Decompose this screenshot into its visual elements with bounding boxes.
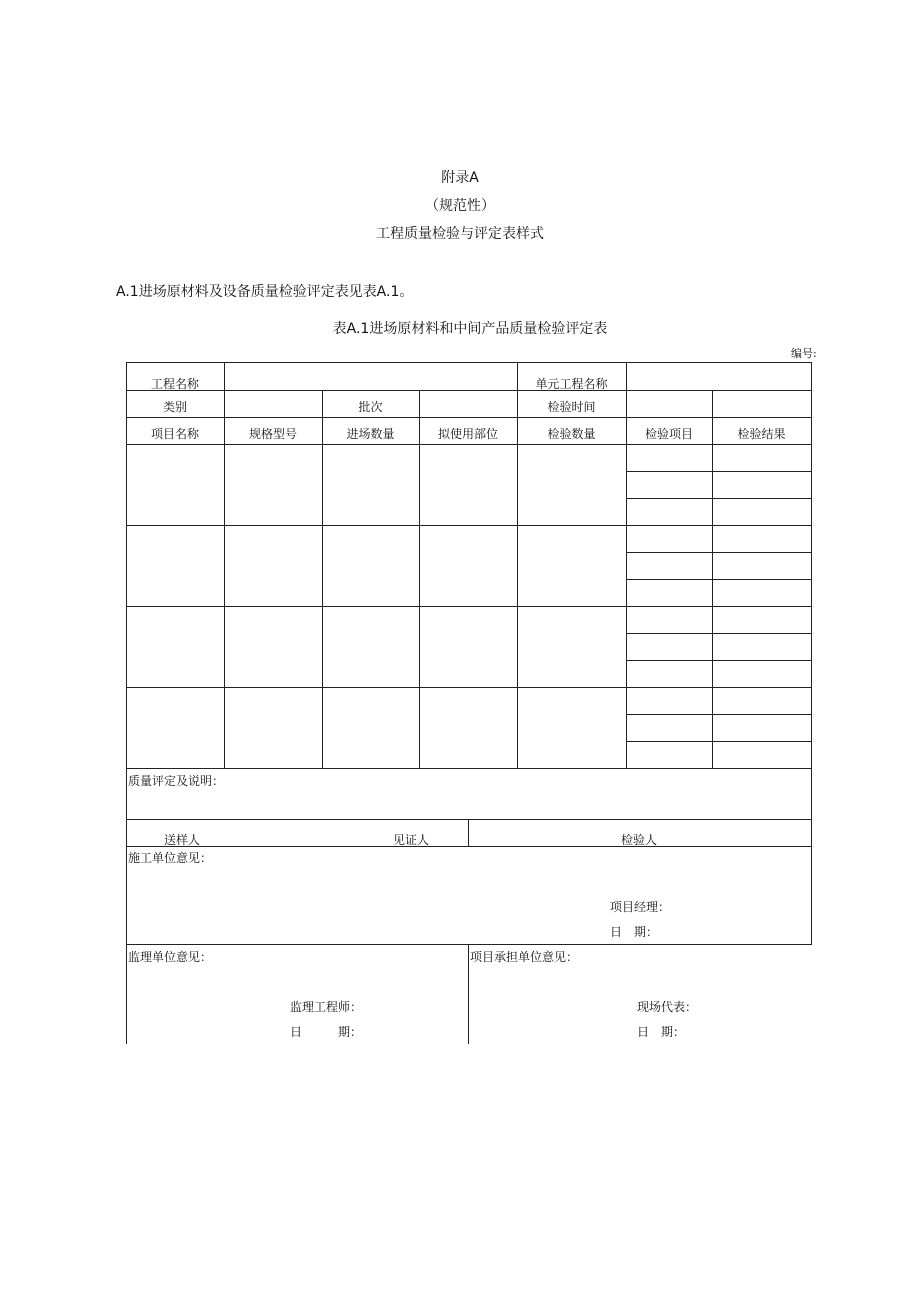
site-representative-label: 现场代表： <box>637 1000 698 1014</box>
header-intended-location: 拟使用部位 <box>437 427 498 441</box>
label-inspect-time: 检验时间 <box>547 400 596 414</box>
construction-date-label: 日 期： <box>610 925 659 939</box>
quality-note-label: 质量评定及说明： <box>128 774 225 788</box>
inspector-label: 检验人 <box>621 833 658 847</box>
section-paragraph: A.1进场原材料及设备质量检验评定表见表A.1。 <box>116 284 414 300</box>
header-spec-model: 规格型号 <box>248 427 297 441</box>
header-entry-quantity: 进场数量 <box>346 427 395 441</box>
label-category: 类别 <box>162 400 187 414</box>
contractor-date-label: 日 期： <box>637 1025 686 1039</box>
label-project-name: 工程名称 <box>150 377 199 391</box>
supervision-date-label: 日 期： <box>290 1025 363 1039</box>
supervision-opinion-label: 监理单位意见： <box>128 950 213 964</box>
witness-label: 见证人 <box>393 833 430 847</box>
construction-opinion-label: 施工单位意见： <box>128 851 213 865</box>
header-inspect-item: 检验项目 <box>644 427 693 441</box>
contractor-opinion-label: 项目承担单位意见： <box>470 950 579 964</box>
project-manager-label: 项目经理： <box>610 900 671 914</box>
appendix-nature: （规范性） <box>425 198 495 214</box>
label-batch: 批次 <box>358 400 383 414</box>
supervision-engineer-label: 监理工程师： <box>290 1000 363 1014</box>
code-label: 编号: <box>791 347 817 360</box>
header-inspect-result: 检验结果 <box>737 427 786 441</box>
label-unit-project-name: 单元工程名称 <box>535 377 608 391</box>
header-item-name: 项目名称 <box>150 427 199 441</box>
appendix-title: 附录A <box>441 170 479 186</box>
appendix-subtitle: 工程质量检验与评定表样式 <box>376 226 544 242</box>
sender-label: 送样人 <box>164 833 201 847</box>
header-inspect-quantity: 检验数量 <box>547 427 596 441</box>
table-title: 表A.1进场原材料和中间产品质量检验评定表 <box>332 321 608 337</box>
